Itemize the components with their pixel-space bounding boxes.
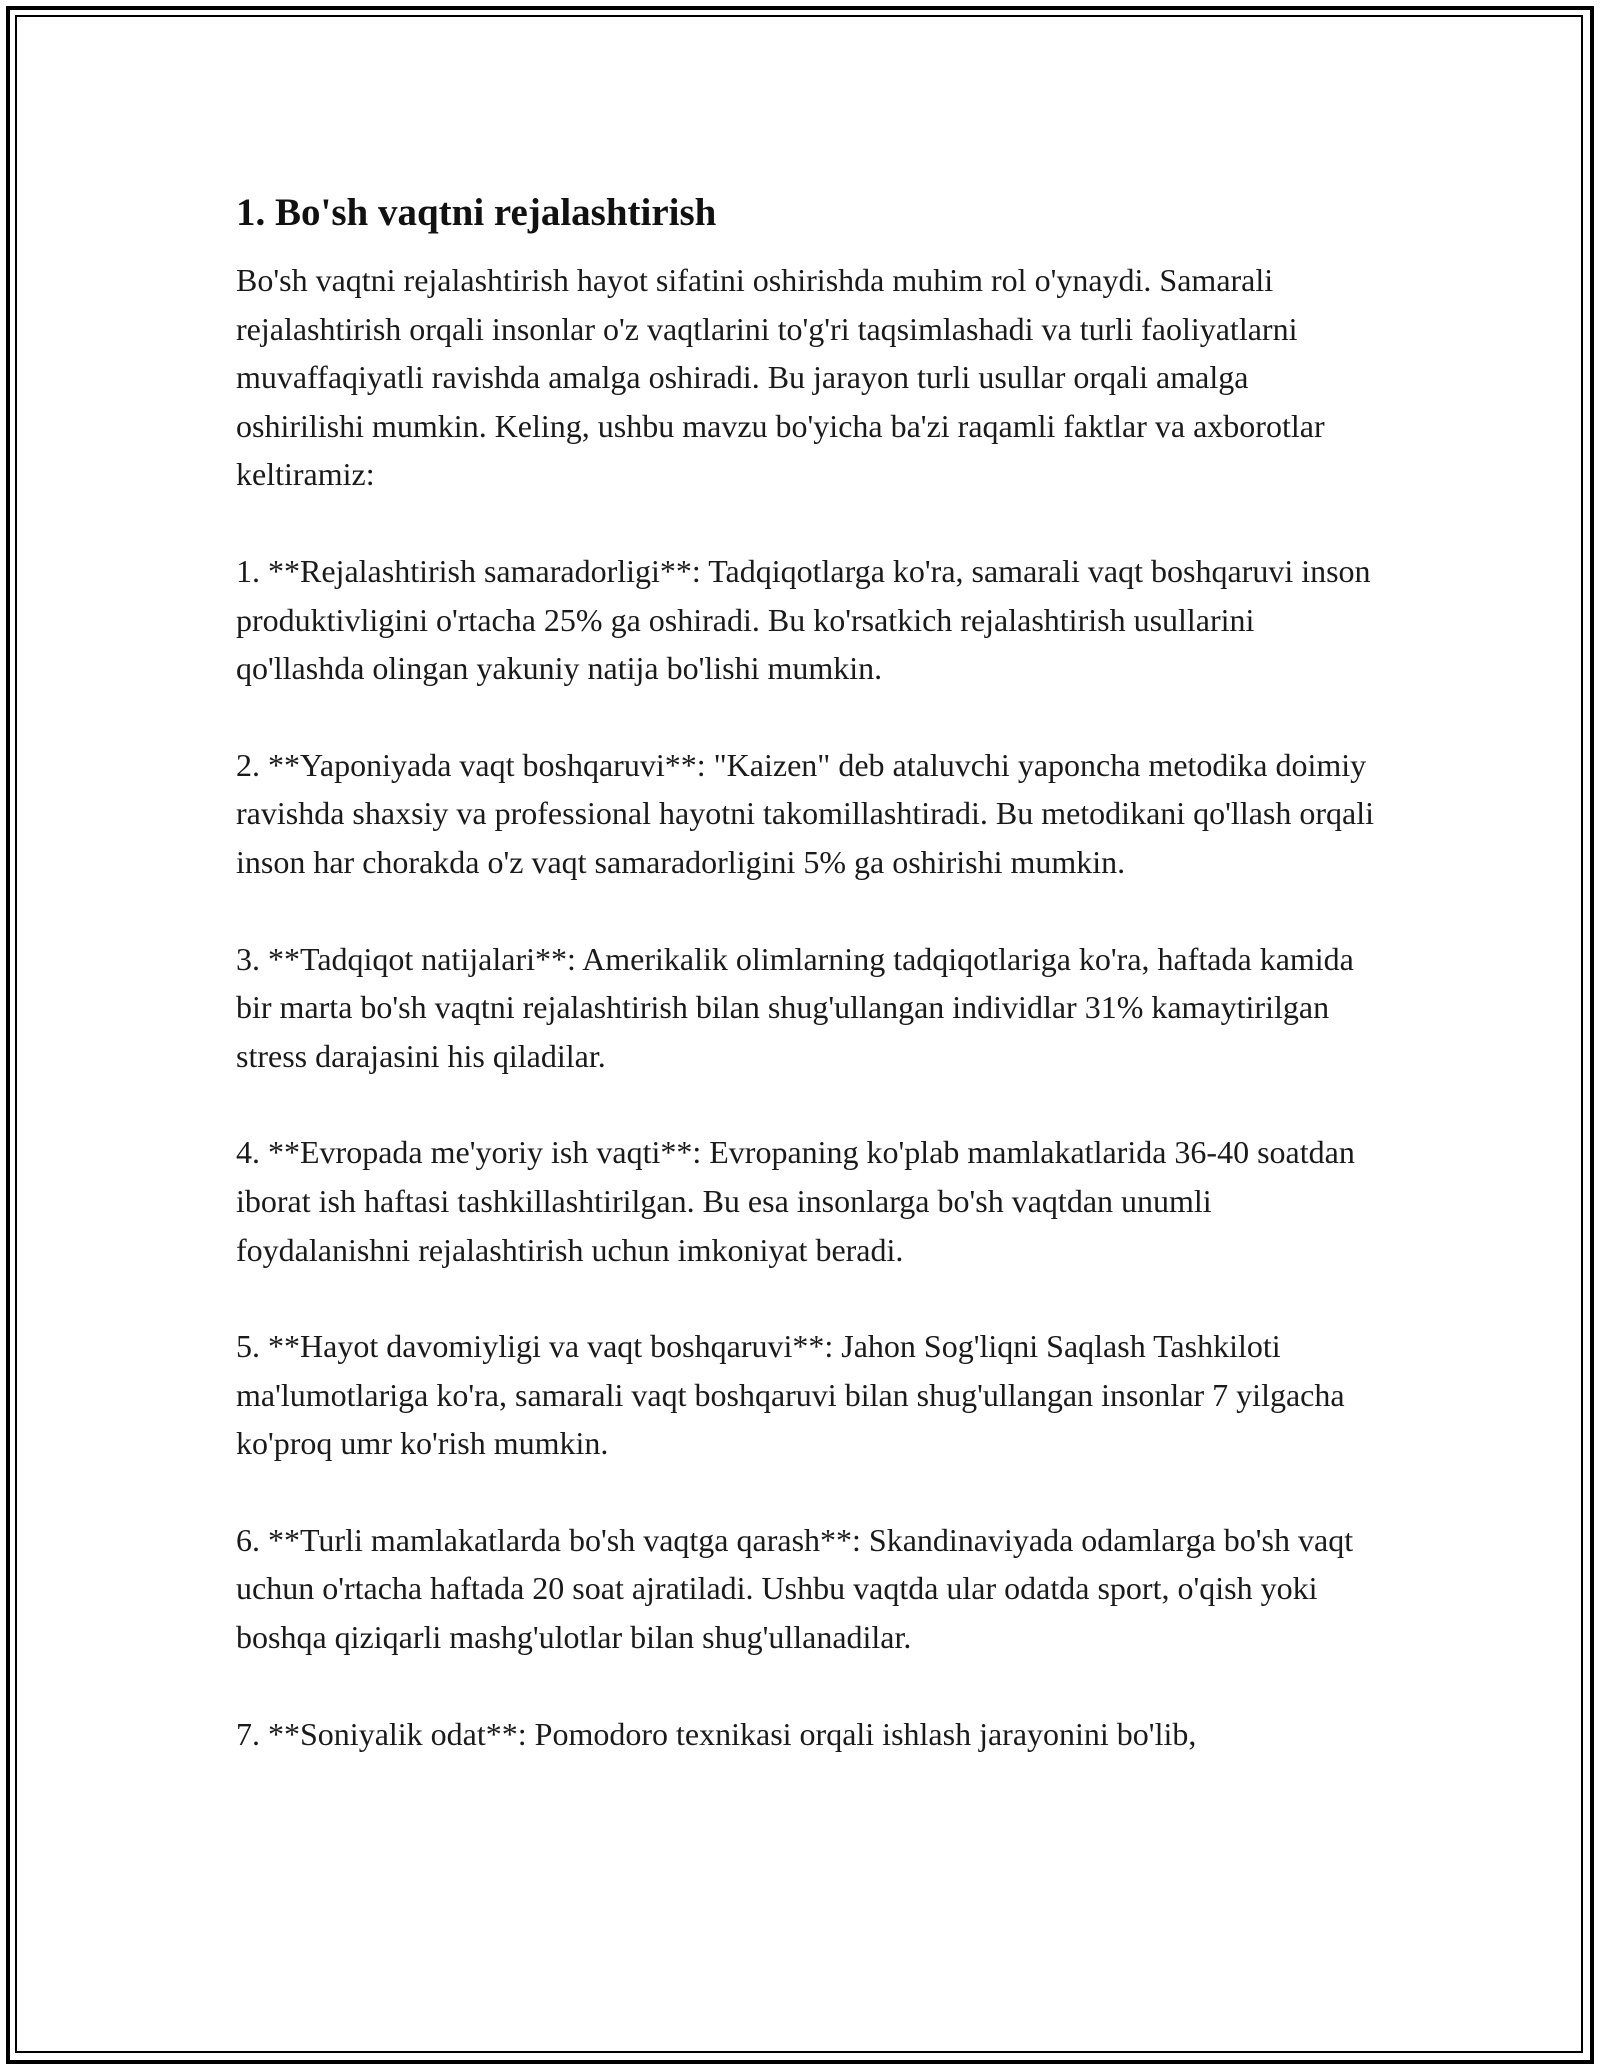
list-item-2: 2. **Yaponiyada vaqt boshqaruvi**: "Kaizen" deb ataluvchi yaponcha metodika doimiy ravishda shaxsiy va professional hayotni takomillashtiradi. Bu metodikani qo'llash orqali inson har chorakda o'z vaqt samaradorligini 5% ga oshirishi mumkin.: [236, 746, 1374, 880]
list-item-6: 6. **Turli mamlakatlarda bo'sh vaqtga qarash**: Skandinaviyada odamlarga bo'sh vaqt uchun o'rtacha haftada 20 soat ajratiladi. Ushbu vaqtda ular odatda sport, o'qish yoki boshqa qiziqarli mashg'ulotlar bilan shug'ullanadilar.: [236, 1521, 1354, 1656]
list-item-4: 4. **Evropada me'yoriy ish vaqti**: Evropaning ko'plab mamlakatlarida 36-40 soatdan iborat ish haftasi tashkillashtirilgan. Bu esa insonlarga bo'sh vaqtdan unumli foydalanishni rejalashtirish uchun imkoniyat beradi.: [236, 1134, 1355, 1268]
list-item-5: 5. **Hayot davomiyligi va vaqt boshqaruvi**: Jahon Sog'liqni Saqlash Tashkiloti ma'lumotlariga ko'ra, samarali vaqt boshqaruvi bilan shug'ullangan insonlar 7 yilgacha ko'proq umr ko'rish mumkin.: [236, 1328, 1345, 1462]
list-item-7: 7. **Soniyalik odat**: Pomodoro texnikasi orqali ishlash jarayonini bo'lib,: [236, 1715, 1197, 1752]
list-item-1: 1. **Rejalashtirish samaradorligi**: Tadqiqotlarga ko'ra, samarali vaqt boshqaruvi inson produktivligini o'rtacha 25% ga oshiradi. Bu ko'rsatkich rejalashtirish usullarini qo'llashda olingan yakuniy natija bo'lishi mumkin.: [236, 552, 1371, 687]
document-body: [236, 188, 1376, 1758]
intro-paragraph: Bo'sh vaqtni rejalashtirish hayot sifatini oshirishda muhim rol o'ynaydi. Samarali rejalashtirish orqali insonlar o'z vaqtlarini to'g'ri taqsimlashadi va turli faoliyatlarni muvaffaqiyatli ravishda amalga oshiradi. Bu jarayon turli usullar orqali amalga oshirilishi mumkin. Keling, ushbu mavzu bo'yicha ba'zi raqamli faktlar va axborotlar keltiramiz:: [236, 262, 1325, 493]
section-heading: 1. Bo'sh vaqtni rejalashtirish: [236, 191, 717, 234]
list-item-3: 3. **Tadqiqot natijalari**: Amerikalik olimlarning tadqiqotlariga ko'ra, haftada kamida bir marta bo'sh vaqtni rejalashtirish bilan shug'ullangan individlar 31% kamaytirilgan stress darajasini his qiladilar.: [236, 940, 1354, 1074]
